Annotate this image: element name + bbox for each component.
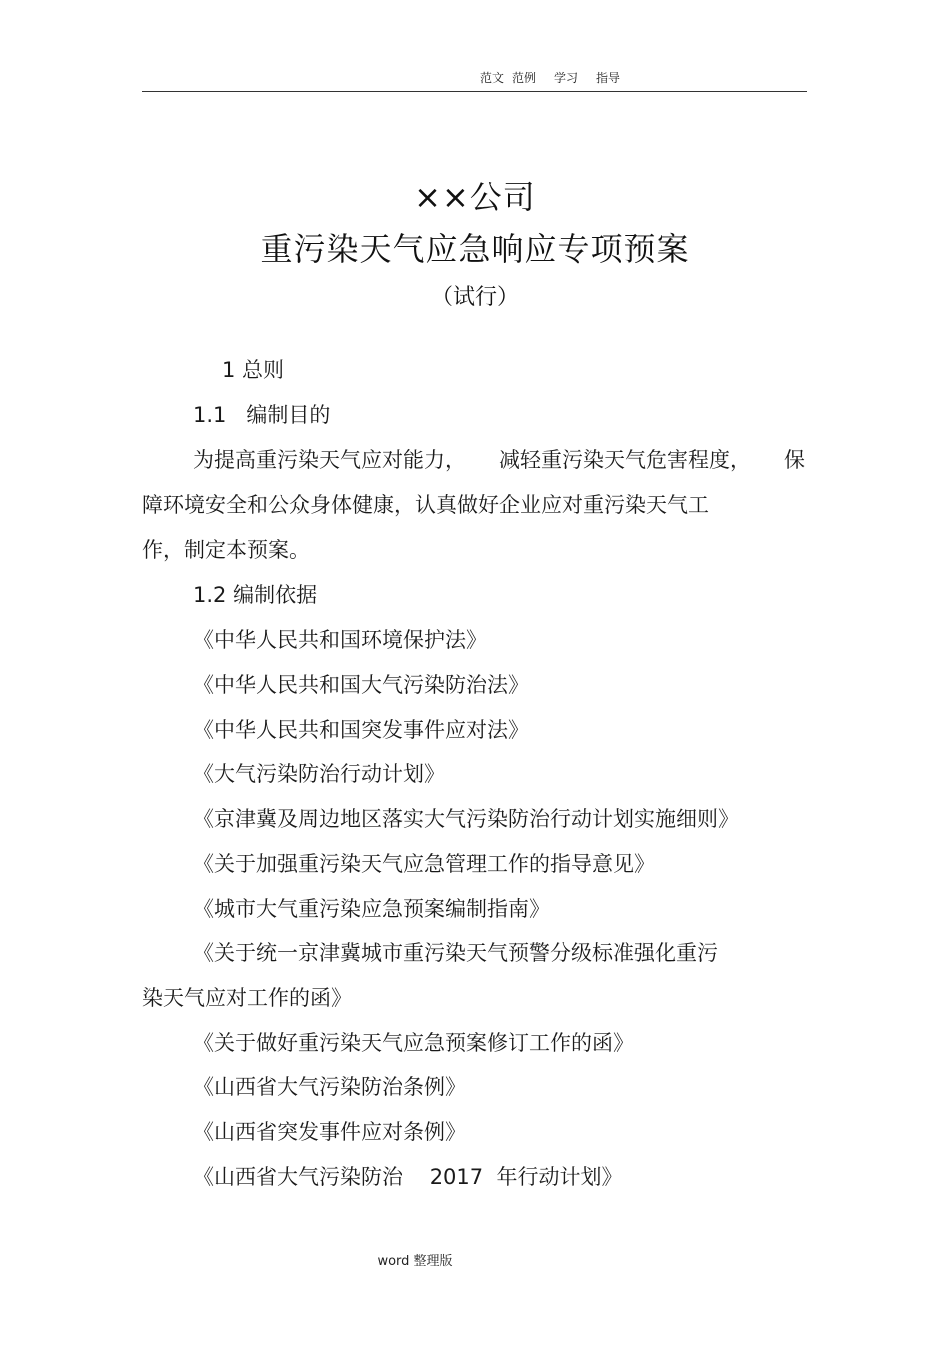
reference-item: 《大气污染防治行动计划》 bbox=[193, 762, 445, 786]
reference-item: 《山西省突发事件应对条例》 bbox=[193, 1120, 466, 1144]
header-item: 指导 bbox=[596, 71, 621, 85]
section-heading-general: 1 总则 bbox=[222, 358, 285, 382]
page-header bbox=[480, 69, 628, 86]
header-item: 学习 bbox=[554, 71, 579, 85]
reference-item: 《关于加强重污染天气应急管理工作的指导意见》 bbox=[193, 852, 655, 876]
document-title: 重污染天气应急响应专项预案 bbox=[260, 230, 690, 268]
reference-item-continuation: 染天气应对工作的函》 bbox=[142, 986, 352, 1010]
document-subtitle: （试行） bbox=[430, 285, 519, 310]
reference-item: 《京津冀及周边地区落实大气污染防治行动计划实施细则》 bbox=[193, 807, 739, 831]
reference-item: 《关于做好重污染天气应急预案修订工作的函》 bbox=[193, 1031, 634, 1055]
section-heading-purpose: 1.1 编制目的 bbox=[193, 403, 331, 427]
purpose-text-b: 减轻重污染天气危害程度， bbox=[499, 448, 751, 472]
reference-item: 《中华人民共和国环境保护法》 bbox=[193, 628, 487, 652]
purpose-text-a: 为提高重污染天气应对能力， bbox=[193, 448, 466, 472]
reference-item: 《山西省大气污染防治 2017 年行动计划》 bbox=[193, 1165, 623, 1189]
section-heading-basis: 1.2 编制依据 bbox=[193, 583, 318, 607]
document-title-company: ××公司 bbox=[414, 178, 536, 216]
reference-item: 《山西省大气污染防治条例》 bbox=[193, 1075, 466, 1099]
purpose-text-line3: 作，制定本预案。 bbox=[142, 538, 310, 562]
header-divider bbox=[142, 91, 807, 92]
reference-item: 《中华人民共和国大气污染防治法》 bbox=[193, 673, 529, 697]
purpose-text-c: 保 bbox=[784, 448, 805, 472]
header-item: 范文 bbox=[480, 71, 505, 85]
purpose-text-line2: 障环境安全和公众身体健康，认真做好企业应对重污染天气工 bbox=[142, 493, 709, 517]
reference-item: 《中华人民共和国突发事件应对法》 bbox=[193, 718, 529, 742]
header-item: 范例 bbox=[512, 71, 537, 85]
page-footer: word 整理版 bbox=[377, 1254, 453, 1269]
reference-item: 《城市大气重污染应急预案编制指南》 bbox=[193, 897, 550, 921]
reference-item: 《关于统一京津冀城市重污染天气预警分级标准强化重污 bbox=[193, 941, 718, 965]
